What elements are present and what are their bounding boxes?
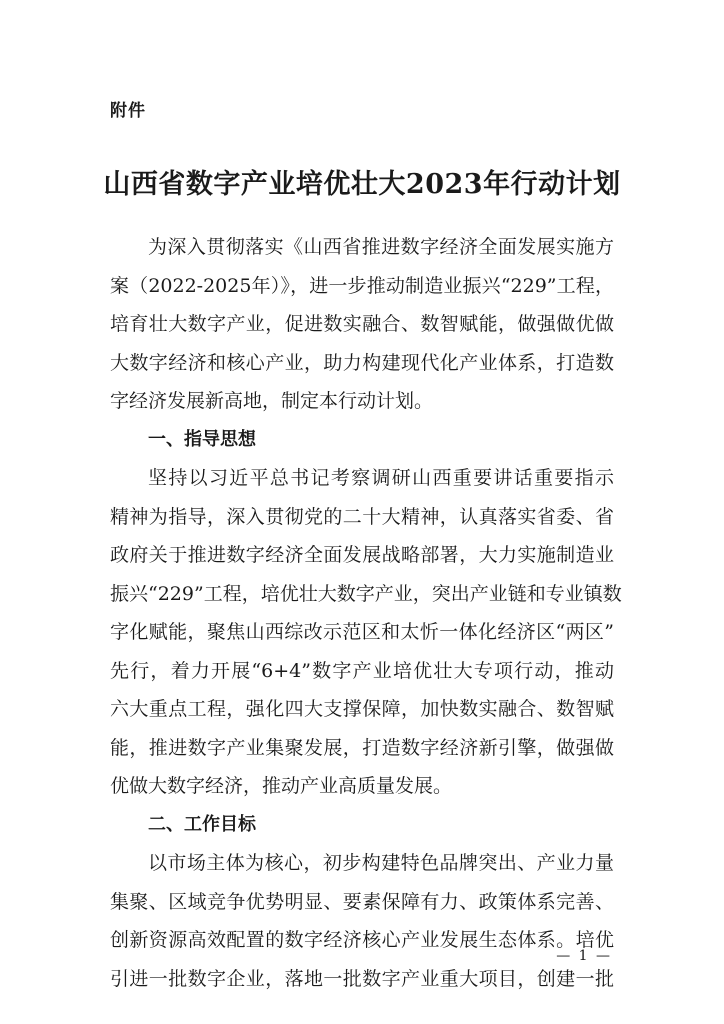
section1-line: 坚持以习近平总书记考察调研山西重要讲话重要指示: [148, 467, 614, 489]
section1-line: 政府关于推进数字经济全面发展战略部署，大力实施制造业: [110, 544, 614, 566]
section1-line: 能，推进数字产业集聚发展，打造数字经济新引擎，做强做: [110, 736, 614, 759]
intro-line: 为深入贯彻落实《山西省推进数字经济全面发展实施方: [148, 236, 614, 258]
section2-line: 以市场主体为核心，初步构建特色品牌突出、产业力量: [148, 852, 614, 874]
intro-line: 字经济发展新高地，制定本行动计划。: [110, 390, 434, 412]
attachment-label: 附件: [110, 101, 146, 121]
intro-line: 培育壮大数字产业，促进数实融合、数智赋能，做强做优做: [110, 313, 614, 335]
section1-line: 振兴“229”工程，培优壮大数字产业，突出产业链和专业镇数: [110, 582, 622, 605]
section2-line: 创新资源高效配置的数字经济核心产业发展生态体系。培优: [110, 929, 614, 951]
section1-line: 精神为指导，深入贯彻党的二十大精神，认真落实省委、省: [110, 505, 614, 528]
section1-line: 字化赋能，聚焦山西综改示范区和太忻一体化经济区“两区”: [110, 621, 614, 643]
intro-line: 大数字经济和核心产业，助力构建现代化产业体系，打造数: [110, 351, 614, 374]
section-heading-guiding-ideology: 一、指导思想: [148, 428, 256, 450]
section-heading-work-goals: 二、工作目标: [148, 813, 256, 835]
section1-line: 优做大数字经济，推动产业高质量发展。: [110, 775, 453, 797]
section1-line: 先行，着力开展“6+4”数字产业培优壮大专项行动，推动: [110, 659, 614, 682]
intro-line: 案（2022-2025年）》，进一步推动制造业振兴“229”工程，: [110, 274, 614, 297]
section2-line: 引进一批数字企业，落地一批数字产业重大项目，创建一批: [110, 967, 614, 990]
document-body: [110, 228, 622, 998]
section2-line: 集聚、区域竞争优势明显、要素保障有力、政策体系完善、: [110, 890, 614, 913]
page-number: — 1 —: [556, 948, 612, 964]
document-title: 山西省数字产业培优壮大2023年行动计划: [103, 169, 621, 200]
section1-line: 六大重点工程，强化四大支撑保障，加快数实融合、数智赋: [110, 698, 614, 720]
